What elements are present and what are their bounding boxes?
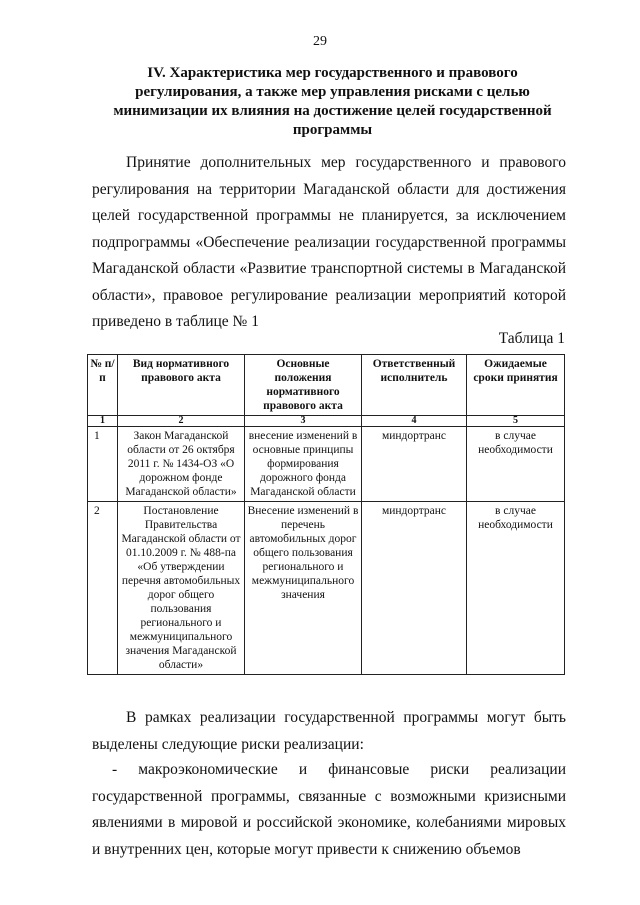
header-provisions: Основные положения нормативного правового акта xyxy=(245,355,362,416)
risk-item-paragraph: - макроэкономические и финансовые риски реализации государственной программы, связанные с возможными кризисными явлениями в мировой и российской экономике, колебаниями мировых и внутренних цен, которые могут привести к снижению объемов xyxy=(92,761,566,858)
row-number: 1 xyxy=(88,427,118,502)
executor-cell: миндортранс xyxy=(362,502,467,675)
column-number: 1 xyxy=(88,416,118,427)
column-number: 3 xyxy=(245,416,362,427)
act-cell: Постановление Правительства Магаданской области от 01.10.2009 г. № 488-па «Об утверждении перечня автомобильных дорог общего пользования регионального и межмуниципального значения Магаданской области» xyxy=(118,502,245,675)
act-cell: Закон Магаданской области от 26 октября 2011 г. № 1434-ОЗ «О дорожном фонде Магаданской области» xyxy=(118,427,245,502)
header-act-type: Вид нормативного правового акта xyxy=(118,355,245,416)
risks-intro-paragraph: В рамках реализации государственной программы могут быть выделены следующие риски реализации: xyxy=(92,709,566,753)
executor-cell: миндортранс xyxy=(362,427,467,502)
deadline-cell: в случае необходимости xyxy=(467,502,565,675)
column-number: 5 xyxy=(467,416,565,427)
column-number: 2 xyxy=(118,416,245,427)
regulation-table xyxy=(87,354,565,675)
table-row xyxy=(88,502,565,675)
column-number: 4 xyxy=(362,416,467,427)
section-heading: IV. Характеристика мер государственного и правового регулирования, а также мер управления рисками с целью минимизации их влияния на достижение целей государственной программы xyxy=(113,65,552,138)
table-header-row xyxy=(88,355,565,416)
deadline-cell: в случае необходимости xyxy=(467,427,565,502)
provisions-cell: внесение изменений в основные принципы формирования дорожного фонда Магаданской области xyxy=(245,427,362,502)
row-number: 2 xyxy=(88,502,118,675)
provisions-cell: Внесение изменений в перечень автомобильных дорог общего пользования регионального и межмуниципального значения xyxy=(245,502,362,675)
column-number-row xyxy=(88,416,565,427)
header-number: № п/п xyxy=(88,355,118,416)
page-number: 29 xyxy=(313,34,327,49)
table-caption: Таблица 1 xyxy=(498,330,565,347)
header-executor: Ответственный исполнитель xyxy=(362,355,467,416)
header-deadline: Ожидаемые сроки принятия xyxy=(467,355,565,416)
table-row xyxy=(88,427,565,502)
intro-paragraph: Принятие дополнительных мер государственного и правового регулирования на территории Магаданской области для достижения целей государственной программы не планируется, за исключением подпрограммы «Обеспечение реализации государственной программы Магаданской области «Развитие транспортной системы в Магаданской области», правовое регулирование реализации мероприятий которой приведено в таблице № 1 xyxy=(92,154,566,330)
